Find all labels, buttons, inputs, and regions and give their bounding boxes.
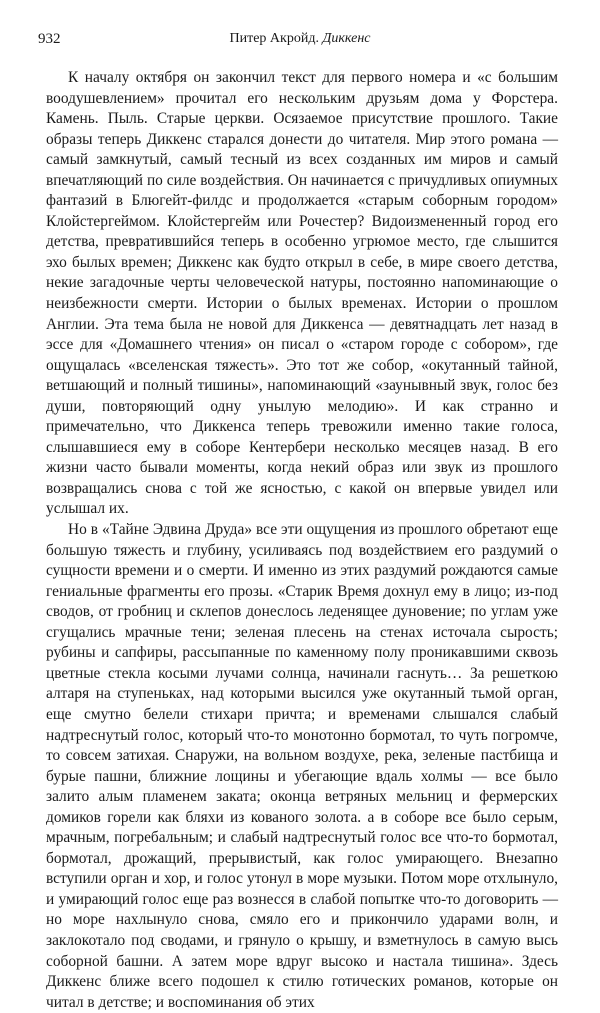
body-text: [46, 68, 558, 1013]
paragraph: Но в «Тайне Эдвина Друда» все эти ощущения из прошлого обретают еще большую тяжесть и глубину, усиливаясь под воздействием его раздумий о сущности времени и о смерти. И именно из этих раздумий рождаются самые гениальные фрагменты его прозы. «Старик Время дохнул ему в лицо; из-под сводов, от гробниц и склепов донеслось леденящее дуновение; по углам уже сгущались мрачные тени; зеленая плесень на стенах источала сырость; рубины и сапфиры, рассыпанные по каменному полу проникавшими сквозь цветные стекла косыми лучами солнца, начинали гаснуть… За решеткою алтаря на ступеньках, над которыми высился уже окутанный тьмой орган, еще смутно белели стихари причта; и временами слышался слабый надтреснутый голос, который что-то монотонно бормотал, то чуть погромче, то совсем затихая. Снаружи, на вольном воздухе, река, зеленые пастбища и бурые пашни, ближние лощины и убегающие вдаль холмы — все было залито алым пламенем заката; оконца ветряных мельниц и фермерских домиков горели как бляхи из кованого золота. а в соборе все было серым, мрачным, погребальным; и слабый надтреснутый голос все что-то бормотал, бормотал, дрожащий, прерывистый, как голос умирающего. Внезапно вступили орган и хор, и голос утонул в море музыки. Потом море отхлынуло, и умирающий голос еще раз вознесся в слабой попытке что-то договорить — но море нахлынуло снова, смяло его и прикончило ударами волн, и заклокотало под сводами, и грянуло о крышу, и взметнулось в самую высь соборной башни. А затем море вдруг высоко и настала тишина». Здесь Диккенс ближе всего подошел к стилю готических романов, которые он читал в детстве; и воспоминания об этих: [46, 521, 558, 1011]
running-head: [38, 28, 562, 50]
running-head-author: Питер Акройд.: [229, 31, 319, 46]
paragraph: К началу октября он закончил текст для первого номера и «с большим воодушевлением» прочитал его нескольким друзьям дома у Форстера. Камень. Пыль. Старые церкви. Осязаемое присутствие прошлого. Такие образы теперь Диккенс старался донести до читателя. Мир этого романа — самый замкнутый, самый тесный из всех созданных им миров и самый впечатляющий по силе воздействия. Он начинается с причудливых опиумных фантазий в Блюгейт-филдс и продолжается «старым соборным городом» Клойстергеймом. Клойстергейм или Рочестер? Видоизмененный город его детства, превратившийся теперь в особенно угрюмое место, где слышится эхо былых времен; Диккенс как будто открыл в себе, в мире своего детства, некие загадочные черты человеческой натуры, постоянно напоминающие о неизбежности смерти. Истории о былых временах. Истории о прошлом Англии. Эта тема была не новой для Диккенса — девятнадцать лет назад в эссе для «Домашнего чтения» он писал о «старом городе с собором», где ощущалась «вселенская тяжесть». Это тот же собор, «окутанный тайной, ветшающий и полный тишины», напоминающий «заунывный звук, голос без души, повторяющий одну унылую мелодию». И как странно и примечательно, что Диккенса теперь тревожили именно такие голоса, слышавшиеся ему в соборе Кентербери несколько месяцев назад. В его жизни часто бывали моменты, когда некий образ или звук из прошлого возвращались снова с той же ясностью, с какой он впервые увидел или услышал их.: [46, 69, 558, 518]
page-header: [38, 28, 562, 50]
page-number: 932: [38, 31, 61, 47]
running-head-title: Диккенс: [322, 31, 371, 46]
